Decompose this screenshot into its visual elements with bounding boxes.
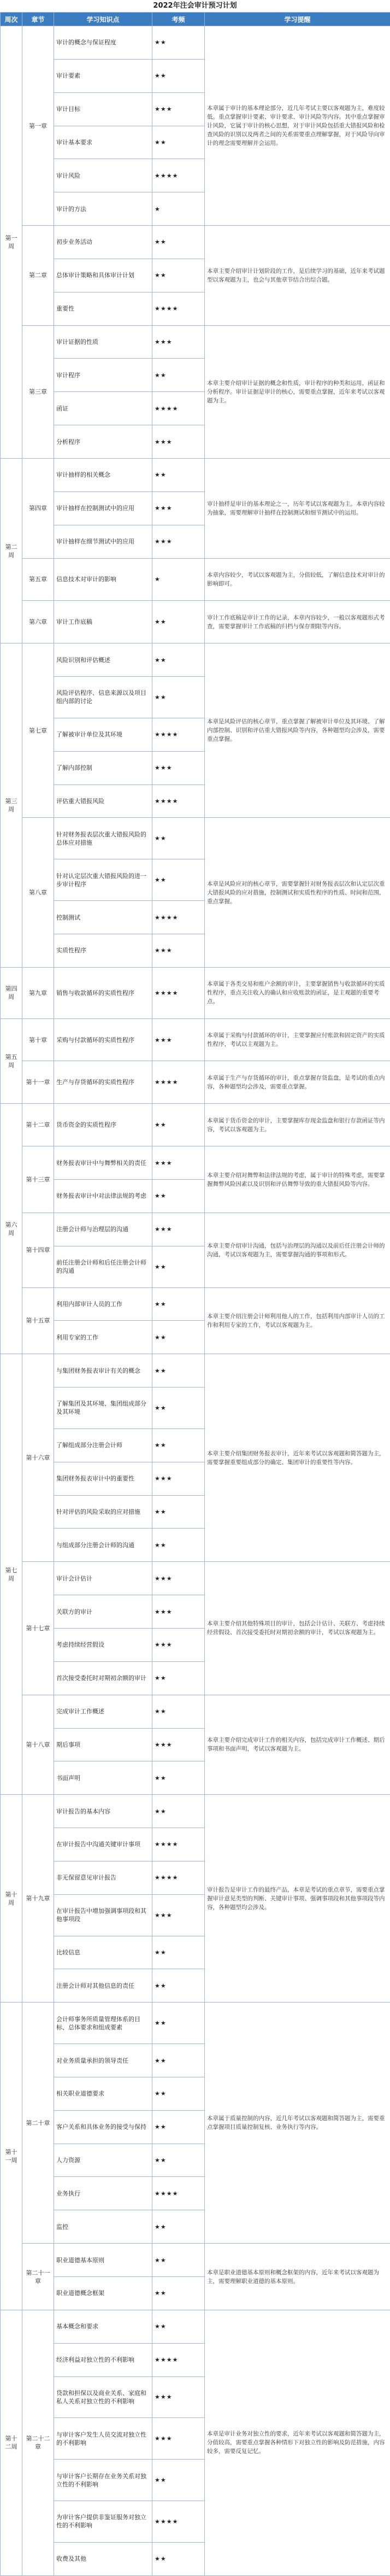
frequency-cell: ★★ <box>152 1287 205 1321</box>
table-row <box>1 26 390 60</box>
frequency-cell: ★★ <box>152 1795 205 1828</box>
topic-cell: 会计师事务所质量管理体系的目标、总体要求和组成要素 <box>54 2003 152 2044</box>
frequency-cell: ★★ <box>152 2110 205 2144</box>
reminder-cell: 本章属于生产与存货循环的审计，重点掌握存货监盘，是考试的重点内容，各种题型均会涉及，需要重点掌握。 <box>205 1061 390 1104</box>
frequency-cell: ★★★ <box>152 1595 205 1629</box>
topic-cell: 关联方的审计 <box>54 1595 152 1629</box>
topic-cell: 信息技术对审计的影响 <box>54 558 152 601</box>
topic-cell: 针对评估的风险采取的应对措施 <box>54 1495 152 1529</box>
topic-cell: 审计会计估计 <box>54 1562 152 1595</box>
topic-cell: 审计抽样在细节测试中的应用 <box>54 525 152 558</box>
frequency-cell: ★★★ <box>152 1462 205 1495</box>
frequency-cell: ★★★ <box>152 525 205 558</box>
reminder-cell: 本章主要介绍完成审计工作的相关内容，包括完成审计工作概述、期后事项和书面声明，考试以客观题为主。 <box>205 1695 390 1795</box>
chapter-cell: 第十章 <box>22 1018 54 1061</box>
frequency-cell: ★★★★ <box>152 2501 205 2543</box>
frequency-cell: ★★★ <box>152 325 205 359</box>
header-week: 周次 <box>1 13 22 26</box>
frequency-cell: ★★ <box>152 1246 205 1287</box>
frequency-cell: ★★ <box>152 2460 205 2501</box>
chapter-cell: 第二十章 <box>22 2003 54 2244</box>
frequency-cell: ★★★ <box>152 1213 205 1246</box>
table-row <box>1 1146 390 1180</box>
frequency-cell: ★★ <box>152 2277 205 2310</box>
topic-cell: 书面声明 <box>54 1761 152 1795</box>
topic-cell: 利用内部审计人员的工作 <box>54 1287 152 1321</box>
topic-cell: 审计程序 <box>54 359 152 392</box>
table-body <box>1 26 390 2576</box>
topic-cell: 利用专家的工作 <box>54 1321 152 1354</box>
chapter-cell: 第十五章 <box>22 1287 54 1354</box>
chapter-cell: 第七章 <box>22 643 54 818</box>
table-row <box>1 1104 390 1146</box>
chapter-cell: 第六章 <box>22 601 54 643</box>
reminder-cell: 本章主要介绍审计计划阶段的工作，是后续学习的基础，近年来考试题型以客观题为主，也会与其他章节结合出综合题。 <box>205 226 390 326</box>
topic-cell: 与审计客户发生人员交流对独立性的不利影响 <box>54 2418 152 2460</box>
frequency-cell: ★★ <box>152 1354 205 1387</box>
topic-cell: 财务报表审计中对法律法规的考虑 <box>54 1180 152 1213</box>
topic-cell: 职业道德概念框架 <box>54 2277 152 2310</box>
topic-cell: 评估重大错报风险 <box>54 784 152 818</box>
reminder-cell: 审计工作底稿是审计工作的记录，本章内容较少，一般以客观题形式考查，需要掌握审计工作底稿的归档与保存期限等内容。 <box>205 601 390 643</box>
page-title: 2022年注会审计预习计划 <box>0 0 390 12</box>
topic-cell: 在审计报告中沟通关键审计事项 <box>54 1828 152 1861</box>
topic-cell: 收费及其他 <box>54 2542 152 2575</box>
chapter-cell: 第十一章 <box>22 1061 54 1104</box>
chapter-cell: 第十七章 <box>22 1562 54 1695</box>
topic-cell: 为审计客户提供非鉴证服务对独立性的不利影响 <box>54 2501 152 2543</box>
topic-cell: 审计的方法 <box>54 192 152 226</box>
reminder-cell: 本章属于采购与付款循环的审计，主要掌握应付账款和固定资产的实质性程序，考试以主观题为主。 <box>205 1018 390 1061</box>
study-plan-table <box>0 12 390 2576</box>
table-row <box>1 1287 390 1321</box>
topic-cell: 注册会计师对其他信息的责任 <box>54 1969 152 2003</box>
topic-cell: 职业道德基本原则 <box>54 2244 152 2277</box>
frequency-cell: ★★ <box>152 2003 205 2044</box>
frequency-cell: ★★★★ <box>152 967 205 1018</box>
table-row <box>1 1018 390 1061</box>
table-row <box>1 601 390 643</box>
topic-cell: 与组成部分注册会计师的沟通 <box>54 1529 152 1562</box>
chapter-cell: 第二章 <box>22 226 54 326</box>
frequency-cell: ★★ <box>152 59 205 92</box>
reminder-cell: 本章主要介绍集团财务报表审计，近年来考试以客观题和简答题为主，需要掌握重要组成部分的确定、集团审计的重要性等内容。 <box>205 1354 390 1562</box>
reminder-cell: 本章主要介绍审计沟通，包括与治理层的沟通以及前后任注册会计师的沟通，考试以客观题为主，需要掌握沟通的事项和形式。 <box>205 1213 390 1287</box>
topic-cell: 实质性程序 <box>54 934 152 967</box>
week-cell: 第七周 <box>1 1354 22 1795</box>
topic-cell: 风险评估程序、信息来源以及项目组内部的讨论 <box>54 677 152 718</box>
frequency-cell: ★★ <box>152 1104 205 1146</box>
topic-cell: 相关职业道德要求 <box>54 2077 152 2110</box>
header-reminder: 学习提醒 <box>205 13 390 26</box>
topic-cell: 控制测试 <box>54 901 152 934</box>
table-row <box>1 226 390 259</box>
topic-cell: 生产与存货循环的实质性程序 <box>54 1061 152 1104</box>
frequency-cell: ★★ <box>152 1761 205 1795</box>
chapter-cell: 第十八章 <box>22 1695 54 1795</box>
topic-cell: 与集团财务报表审计有关的概念 <box>54 1354 152 1387</box>
table-header-row <box>1 13 390 26</box>
frequency-cell: ★★★ <box>152 1628 205 1661</box>
frequency-cell: ★★ <box>152 1529 205 1562</box>
topic-cell: 函证 <box>54 392 152 425</box>
table-row <box>1 643 390 677</box>
table-row <box>1 458 390 491</box>
frequency-cell: ★★★ <box>152 2418 205 2460</box>
chapter-cell: 第十六章 <box>22 1354 54 1562</box>
frequency-cell: ★★★★ <box>152 392 205 425</box>
reminder-cell: 本章主要介绍审计证据的概念和性质，审计程序的种类和运用，函证和分析程序。审计证据是审计的核心，需要重点掌握，近年来考试以客观题为主。 <box>205 325 390 458</box>
topic-cell: 考虑持续经营假设 <box>54 1628 152 1661</box>
frequency-cell: ★★★★ <box>152 1061 205 1104</box>
frequency-cell: ★★ <box>152 2244 205 2277</box>
topic-cell: 重要性 <box>54 292 152 325</box>
chapter-cell: 第八章 <box>22 818 54 967</box>
topic-cell: 了解集团及其环境、集团组成部分及其环境 <box>54 1387 152 1429</box>
reminder-cell: 本章属于质量控制的内容，近几年考试以客观题和简答题为主，需要重点掌握项目质量控制复核、业务执行等内容。 <box>205 2003 390 2244</box>
table-row <box>1 2310 390 2343</box>
frequency-cell: ★★★ <box>152 425 205 459</box>
frequency-cell: ★★★ <box>152 92 205 126</box>
week-cell: 第十二周 <box>1 2310 22 2575</box>
topic-cell: 在审计报告中增加强调事项段和其他事项段 <box>54 1894 152 1936</box>
topic-cell: 基本概念和要求 <box>54 2310 152 2343</box>
frequency-cell: ★★ <box>152 1321 205 1354</box>
topic-cell: 首次接受委托时对期初余额的审计 <box>54 1661 152 1695</box>
header-frequency: 考频 <box>152 13 205 26</box>
table-row <box>1 1695 390 1728</box>
week-cell: 第一周 <box>1 26 22 459</box>
topic-cell: 了解组成部分注册会计师 <box>54 1428 152 1462</box>
reminder-cell: 本章是职业道德基本原则和概念框架的内容，近年来考试以客观题为主，需要理解职业道德的基本原则。 <box>205 2244 390 2310</box>
chapter-cell: 第三章 <box>22 325 54 458</box>
topic-cell: 对业务质量承担的领导责任 <box>54 2044 152 2077</box>
topic-cell: 采购与付款循环的实质性程序 <box>54 1018 152 1061</box>
chapter-cell: 第二十一章 <box>22 2244 54 2310</box>
topic-cell: 集团财务报表审计中的重要性 <box>54 1462 152 1495</box>
topic-cell: 审计抽样的相关概念 <box>54 458 152 491</box>
week-cell: 第十周 <box>1 1795 22 2003</box>
topic-cell: 财务报表审计中与舞弊相关的责任 <box>54 1146 152 1180</box>
reminder-cell: 审计抽样是审计的基本理论之一，历年考试以客观题为主。本章内容较为抽象，需要理解审计抽样在控制测试和细节测试中的运用。 <box>205 458 390 558</box>
table-row <box>1 1061 390 1104</box>
reminder-cell: 本章主要介绍对舞弊和法律法规的考虑，属于审计的特殊考虑，需要掌握舞弊风险因素以及识别和评估舞弊导致的重大错报风险等内容。 <box>205 1146 390 1213</box>
table-row <box>1 2003 390 2044</box>
table-row <box>1 558 390 601</box>
topic-cell: 销售与收款循环的实质性程序 <box>54 967 152 1018</box>
frequency-cell: ★★ <box>152 2542 205 2575</box>
frequency-cell: ★★ <box>152 859 205 901</box>
week-cell: 第二周 <box>1 458 22 643</box>
frequency-cell: ★★ <box>152 26 205 60</box>
table-row <box>1 967 390 1018</box>
frequency-cell: ★★★ <box>152 1728 205 1761</box>
table-row <box>1 325 390 359</box>
reminder-cell: 本章属于货币资金的审计，主要掌握库存现金监盘和银行存款函证等内容，考试以客观题为主。 <box>205 1104 390 1146</box>
chapter-cell: 第十二章 <box>22 1104 54 1146</box>
reminder-cell: 本章属于各类交易和账户余额的审计，主要掌握销售与收款循环的实质性程序，重点关注收入的确认和应收账款的函证，是主观题的重要考点。 <box>205 967 390 1018</box>
topic-cell: 经济利益对独立性的不利影响 <box>54 2343 152 2376</box>
topic-cell: 审计风险 <box>54 159 152 192</box>
frequency-cell: ★★ <box>152 1936 205 1969</box>
frequency-cell: ★★★ <box>152 1562 205 1595</box>
table-row <box>1 1562 390 1595</box>
reminder-cell: 本章属于审计的基本理论部分，近几年考试主要以客观题为主，难度较低。重点掌握审计要素、审计要求、审计风险等内容。其中重点掌握审计风险，它属于审计的核心思想，对于审计风险包括重大错报风险和检查风险的识别以及两者之间的关系需要重点理解掌握，对于风险导向审计的理念需要理解并会运用。 <box>205 26 390 226</box>
frequency-cell: ★★★ <box>152 751 205 784</box>
reminder-cell: 本章是风险评估的核心章节，重点掌握了解被审计单位及其环境、了解内部控制、识别和评估重大错报风险等内容，各种题型均会涉及，需要重点掌握。 <box>205 643 390 818</box>
topic-cell: 监控 <box>54 2210 152 2244</box>
frequency-cell: ★★ <box>152 2044 205 2077</box>
table-row <box>1 1795 390 1828</box>
topic-cell: 总体审计策略和具体审计计划 <box>54 259 152 292</box>
topic-cell: 审计报告的基本内容 <box>54 1795 152 1828</box>
week-cell: 第五周 <box>1 1018 22 1104</box>
frequency-cell: ★★ <box>152 818 205 859</box>
topic-cell: 审计工作底稿 <box>54 601 152 643</box>
topic-cell: 审计抽样在控制测试中的应用 <box>54 491 152 525</box>
table-row <box>1 2244 390 2277</box>
frequency-cell: ★★ <box>152 643 205 677</box>
header-chapter: 章节 <box>22 13 54 26</box>
chapter-cell: 第九章 <box>22 967 54 1018</box>
topic-cell: 审计目标 <box>54 92 152 126</box>
chapter-cell: 第四章 <box>22 458 54 558</box>
chapter-cell: 第二十二章 <box>22 2310 54 2575</box>
chapter-cell: 第一章 <box>22 26 54 226</box>
topic-cell: 针对认定层次重大错报风险的进一步审计程序 <box>54 859 152 901</box>
frequency-cell: ★★ <box>152 1387 205 1429</box>
frequency-cell: ★★★ <box>152 1018 205 1061</box>
table-row <box>1 1354 390 1387</box>
frequency-cell: ★★ <box>152 359 205 392</box>
frequency-cell: ★ <box>152 192 205 226</box>
reminder-cell: 本章主要介绍注册会计师利用他人的工作，包括利用内部审计人员的工作和利用专家的工作，考试以客观题为主。 <box>205 1287 390 1354</box>
week-cell: 第四周 <box>1 967 22 1018</box>
frequency-cell: ★★★ <box>152 491 205 525</box>
reminder-cell: 本章主要介绍其他特殊项目的审计，包括会计估计、关联方、考虑持续经营假设、首次接受委托时对期初余额的审计，考试以客观题为主。 <box>205 1562 390 1695</box>
chapter-cell: 第十九章 <box>22 1795 54 2003</box>
topic-cell: 期后事项 <box>54 1728 152 1761</box>
topic-cell: 非无保留意见审计报告 <box>54 1861 152 1894</box>
frequency-cell: ★★ <box>152 259 205 292</box>
frequency-cell: ★★ <box>152 1695 205 1728</box>
frequency-cell: ★★ <box>152 1180 205 1213</box>
frequency-cell: ★★★★ <box>152 784 205 818</box>
frequency-cell: ★★★ <box>152 2376 205 2418</box>
chapter-cell: 第五章 <box>22 558 54 601</box>
frequency-cell: ★★ <box>152 601 205 643</box>
topic-cell: 审计证据的性质 <box>54 325 152 359</box>
frequency-cell: ★★ <box>152 2077 205 2110</box>
frequency-cell: ★★★★ <box>152 2343 205 2376</box>
frequency-cell: ★ <box>152 558 205 601</box>
chapter-cell: 第十四章 <box>22 1213 54 1287</box>
week-cell: 第六周 <box>1 1104 22 1354</box>
frequency-cell: ★★★★ <box>152 1861 205 1894</box>
topic-cell: 风险识别和评估概述 <box>54 643 152 677</box>
table-row <box>1 818 390 859</box>
topic-cell: 人力资源 <box>54 2144 152 2177</box>
frequency-cell: ★★ <box>152 2210 205 2244</box>
frequency-cell: ★★ <box>152 1969 205 2003</box>
topic-cell: 比较信息 <box>54 1936 152 1969</box>
topic-cell: 初步业务活动 <box>54 226 152 259</box>
topic-cell: 客户关系和具体业务的接受与保持 <box>54 2110 152 2144</box>
reminder-cell: 本章内容较少，考试以客观题为主，分值较低，了解信息技术对审计的影响即可。 <box>205 558 390 601</box>
topic-cell: 与审计客户长期存在业务关系对独立性的不利影响 <box>54 2460 152 2501</box>
reminder-cell: 审计报告是审计工作的最终产品，本章是考试的重点章节，需要重点掌握审计意见类型的判断、关键审计事项、强调事项段和其他事项段等内容，各种题型均会涉及。 <box>205 1795 390 2003</box>
frequency-cell: ★★★★ <box>152 718 205 751</box>
frequency-cell: ★★ <box>152 1428 205 1462</box>
frequency-cell: ★★★★ <box>152 1828 205 1861</box>
reminder-cell: 本章是风险应对的核心章节，需要掌握针对财务报表层次和认定层次重大错报风险的应对措施，控制测试和实质性程序的性质、时间和范围，重点掌握。 <box>205 818 390 967</box>
frequency-cell: ★★★★ <box>152 292 205 325</box>
table-row <box>1 1213 390 1246</box>
week-cell: 第十一周 <box>1 2003 22 2310</box>
frequency-cell: ★★ <box>152 226 205 259</box>
chapter-cell: 第十三章 <box>22 1146 54 1213</box>
frequency-cell: ★★★ <box>152 1894 205 1936</box>
topic-cell: 了解内部控制 <box>54 751 152 784</box>
topic-cell: 完成审计工作概述 <box>54 1695 152 1728</box>
topic-cell: 针对财务报表层次重大错报风险的总体应对措施 <box>54 818 152 859</box>
topic-cell: 贷款和担保以及商业关系、家庭和私人关系对独立性的不利影响 <box>54 2376 152 2418</box>
header-topic: 学习知识点 <box>54 13 152 26</box>
topic-cell: 注册会计师与治理层的沟通 <box>54 1213 152 1246</box>
frequency-cell: ★★ <box>152 126 205 159</box>
reminder-cell: 本章是审计业务对独立性的要求，近年来考试以客观题和简答题为主，分值较高，需要重点掌握各种情形下对独立性的影响及防范措施，内容较多，需要反复记忆。 <box>205 2310 390 2575</box>
frequency-cell: ★★★★ <box>152 2177 205 2210</box>
topic-cell: 了解被审计单位及其环境 <box>54 718 152 751</box>
frequency-cell: ★★ <box>152 677 205 718</box>
topic-cell: 前任注册会计师和后任注册会计师的沟通 <box>54 1246 152 1287</box>
topic-cell: 业务执行 <box>54 2177 152 2210</box>
frequency-cell: ★★ <box>152 2144 205 2177</box>
frequency-cell: ★★★★ <box>152 901 205 934</box>
frequency-cell: ★★ <box>152 458 205 491</box>
topic-cell: 分析程序 <box>54 425 152 459</box>
topic-cell: 审计基本要求 <box>54 126 152 159</box>
frequency-cell: ★★★ <box>152 934 205 967</box>
frequency-cell: ★★ <box>152 1495 205 1529</box>
frequency-cell: ★★★★ <box>152 159 205 192</box>
frequency-cell: ★★ <box>152 1661 205 1695</box>
topic-cell: 货币资金的实质性程序 <box>54 1104 152 1146</box>
topic-cell: 审计要素 <box>54 59 152 92</box>
week-cell: 第三周 <box>1 643 22 968</box>
frequency-cell: ★★★ <box>152 1146 205 1180</box>
topic-cell: 审计的概念与保证程度 <box>54 26 152 60</box>
frequency-cell: ★★ <box>152 2310 205 2343</box>
